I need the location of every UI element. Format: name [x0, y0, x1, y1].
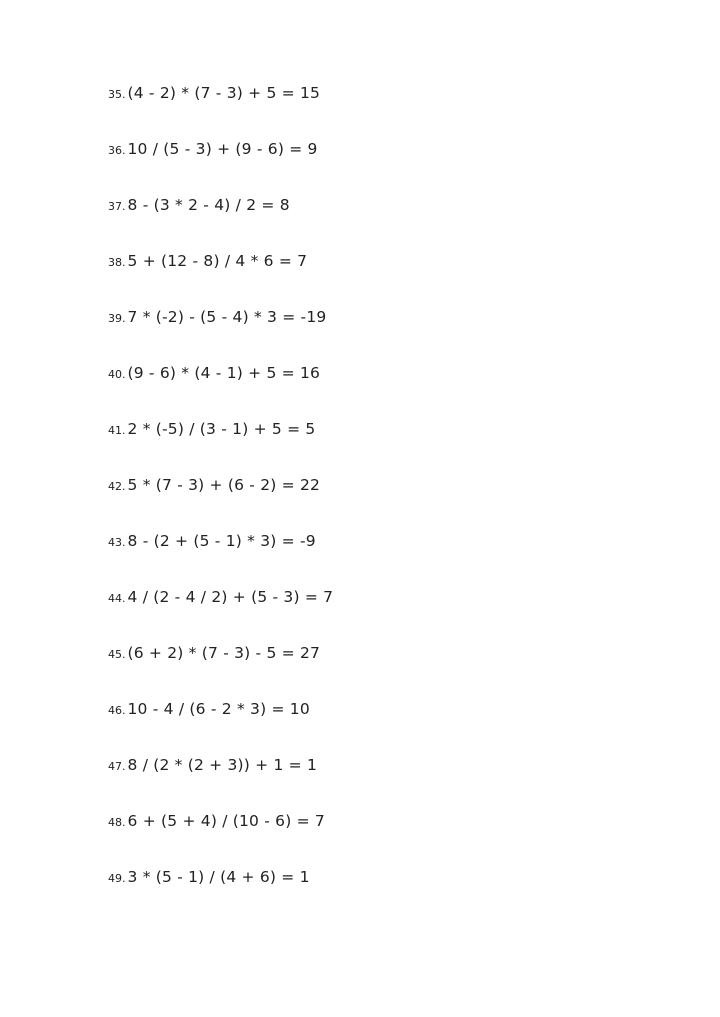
problem-number: 47. [108, 760, 126, 773]
problem-item [108, 364, 333, 420]
problem-number: 36. [108, 144, 126, 157]
problem-number: 43. [108, 536, 126, 549]
problem-number: 46. [108, 704, 126, 717]
problem-expression: 5 + (12 - 8) / 4 * 6 = 7 [127, 252, 308, 270]
problem-item [108, 196, 333, 252]
problem-expression: 2 * (-5) / (3 - 1) + 5 = 5 [127, 420, 316, 438]
problem-item [108, 308, 333, 364]
problem-expression: 7 * (-2) - (5 - 4) * 3 = -19 [127, 308, 327, 326]
problem-item [108, 84, 333, 140]
problem-number: 45. [108, 648, 126, 661]
problem-number: 49. [108, 872, 126, 885]
problem-expression: (9 - 6) * (4 - 1) + 5 = 16 [127, 364, 321, 382]
problem-item [108, 588, 333, 644]
problem-expression: 10 / (5 - 3) + (9 - 6) = 9 [127, 140, 318, 158]
problem-number: 41. [108, 424, 126, 437]
problem-item [108, 420, 333, 476]
problem-list [108, 84, 333, 924]
problem-expression: 10 - 4 / (6 - 2 * 3) = 10 [127, 700, 310, 718]
problem-item [108, 476, 333, 532]
problem-number: 35. [108, 88, 126, 101]
problem-item [108, 140, 333, 196]
problem-expression: 6 + (5 + 4) / (10 - 6) = 7 [127, 812, 325, 830]
problem-number: 48. [108, 816, 126, 829]
problem-expression: 8 - (2 + (5 - 1) * 3) = -9 [127, 532, 316, 550]
problem-expression: (6 + 2) * (7 - 3) - 5 = 27 [127, 644, 321, 662]
problem-item [108, 644, 333, 700]
problem-expression: 3 * (5 - 1) / (4 + 6) = 1 [127, 868, 310, 886]
problem-expression: 5 * (7 - 3) + (6 - 2) = 22 [127, 476, 321, 494]
problem-number: 38. [108, 256, 126, 269]
problem-item [108, 532, 333, 588]
problem-expression: (4 - 2) * (7 - 3) + 5 = 15 [127, 84, 321, 102]
problem-item [108, 812, 333, 868]
problem-expression: 8 / (2 * (2 + 3)) + 1 = 1 [127, 756, 318, 774]
problem-number: 39. [108, 312, 126, 325]
problem-number: 42. [108, 480, 126, 493]
problem-item [108, 868, 333, 924]
problem-item [108, 252, 333, 308]
problem-number: 44. [108, 592, 126, 605]
problem-item [108, 700, 333, 756]
problem-item [108, 756, 333, 812]
problem-expression: 8 - (3 * 2 - 4) / 2 = 8 [127, 196, 290, 214]
problem-expression: 4 / (2 - 4 / 2) + (5 - 3) = 7 [127, 588, 334, 606]
problem-number: 37. [108, 200, 126, 213]
problem-number: 40. [108, 368, 126, 381]
